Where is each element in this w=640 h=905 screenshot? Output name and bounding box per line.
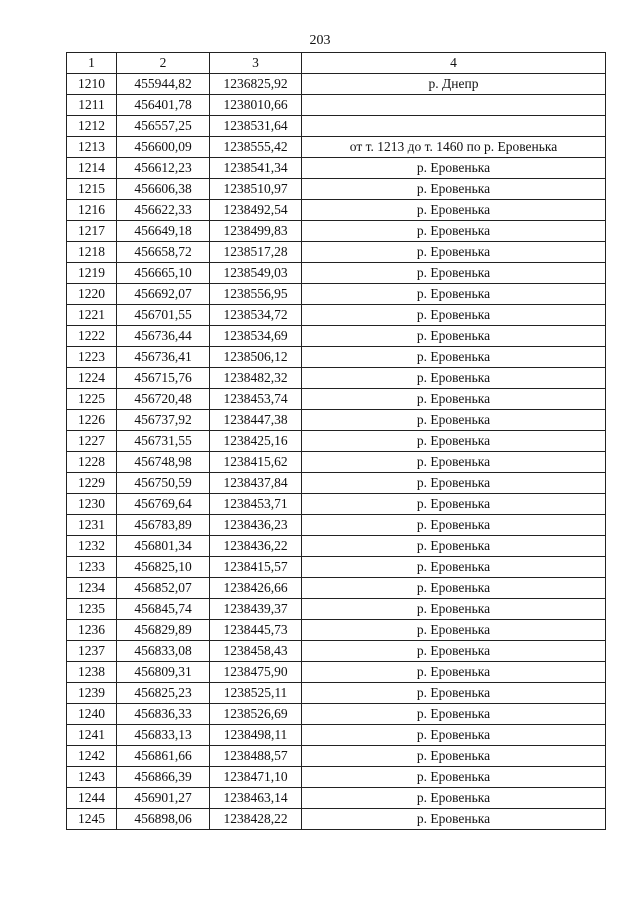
cell-point-number: 1216 [67, 200, 117, 221]
cell-description [302, 116, 606, 137]
cell-description: р. Еровенька [302, 641, 606, 662]
table-header-row [67, 53, 606, 74]
cell-description: р. Еровенька [302, 599, 606, 620]
table-row [67, 305, 606, 326]
header-col-3: 3 [210, 53, 302, 74]
cell-description: р. Еровенька [302, 662, 606, 683]
cell-y-coordinate: 1238436,23 [210, 515, 302, 536]
table-row [67, 473, 606, 494]
cell-point-number: 1227 [67, 431, 117, 452]
cell-x-coordinate: 456833,08 [117, 641, 210, 662]
cell-x-coordinate: 456845,74 [117, 599, 210, 620]
cell-description: р. Еровенька [302, 284, 606, 305]
table-row [67, 704, 606, 725]
cell-description: р. Еровенька [302, 809, 606, 830]
cell-x-coordinate: 456622,33 [117, 200, 210, 221]
cell-point-number: 1223 [67, 347, 117, 368]
cell-point-number: 1211 [67, 95, 117, 116]
table-row [67, 116, 606, 137]
cell-x-coordinate: 456748,98 [117, 452, 210, 473]
table-row [67, 179, 606, 200]
cell-x-coordinate: 456736,44 [117, 326, 210, 347]
cell-x-coordinate: 456736,41 [117, 347, 210, 368]
cell-point-number: 1241 [67, 725, 117, 746]
cell-description: р. Еровенька [302, 347, 606, 368]
table-row [67, 284, 606, 305]
cell-point-number: 1237 [67, 641, 117, 662]
cell-description: р. Еровенька [302, 410, 606, 431]
cell-x-coordinate: 456701,55 [117, 305, 210, 326]
cell-point-number: 1225 [67, 389, 117, 410]
cell-description: р. Еровенька [302, 515, 606, 536]
cell-x-coordinate: 456769,64 [117, 494, 210, 515]
cell-y-coordinate: 1238555,42 [210, 137, 302, 158]
cell-description: р. Еровенька [302, 767, 606, 788]
cell-y-coordinate: 1238506,12 [210, 347, 302, 368]
cell-description: р. Еровенька [302, 452, 606, 473]
cell-point-number: 1214 [67, 158, 117, 179]
cell-point-number: 1236 [67, 620, 117, 641]
table-row [67, 662, 606, 683]
cell-point-number: 1222 [67, 326, 117, 347]
cell-y-coordinate: 1238458,43 [210, 641, 302, 662]
cell-y-coordinate: 1238415,57 [210, 557, 302, 578]
cell-description: р. Еровенька [302, 704, 606, 725]
cell-point-number: 1228 [67, 452, 117, 473]
cell-description: р. Еровенька [302, 179, 606, 200]
cell-x-coordinate: 455944,82 [117, 74, 210, 95]
cell-x-coordinate: 456692,07 [117, 284, 210, 305]
cell-y-coordinate: 1238439,37 [210, 599, 302, 620]
cell-x-coordinate: 456612,23 [117, 158, 210, 179]
cell-y-coordinate: 1238525,11 [210, 683, 302, 704]
cell-point-number: 1244 [67, 788, 117, 809]
cell-description: р. Еровенька [302, 620, 606, 641]
cell-x-coordinate: 456825,10 [117, 557, 210, 578]
cell-point-number: 1219 [67, 263, 117, 284]
table-row [67, 599, 606, 620]
table-row [67, 95, 606, 116]
page-number: 203 [309, 33, 331, 48]
cell-x-coordinate: 456801,34 [117, 536, 210, 557]
cell-x-coordinate: 456898,06 [117, 809, 210, 830]
cell-y-coordinate: 1238428,22 [210, 809, 302, 830]
cell-description: р. Еровенька [302, 242, 606, 263]
cell-y-coordinate: 1238492,54 [210, 200, 302, 221]
header-col-4: 4 [302, 53, 606, 74]
cell-x-coordinate: 456557,25 [117, 116, 210, 137]
cell-point-number: 1229 [67, 473, 117, 494]
table-row [67, 515, 606, 536]
table-row [67, 536, 606, 557]
table-row [67, 431, 606, 452]
table-row [67, 74, 606, 95]
cell-y-coordinate: 1238526,69 [210, 704, 302, 725]
cell-y-coordinate: 1238010,66 [210, 95, 302, 116]
cell-description: р. Еровенька [302, 473, 606, 494]
cell-point-number: 1230 [67, 494, 117, 515]
cell-description: р. Еровенька [302, 536, 606, 557]
cell-y-coordinate: 1238425,16 [210, 431, 302, 452]
table-row [67, 767, 606, 788]
cell-description: р. Еровенька [302, 494, 606, 515]
cell-y-coordinate: 1238436,22 [210, 536, 302, 557]
cell-description: р. Еровенька [302, 557, 606, 578]
cell-description: от т. 1213 до т. 1460 по р. Еровенька [302, 137, 606, 158]
cell-y-coordinate: 1238447,38 [210, 410, 302, 431]
cell-y-coordinate: 1238556,95 [210, 284, 302, 305]
cell-y-coordinate: 1238453,74 [210, 389, 302, 410]
cell-point-number: 1231 [67, 515, 117, 536]
cell-x-coordinate: 456750,59 [117, 473, 210, 494]
cell-point-number: 1240 [67, 704, 117, 725]
table-row [67, 200, 606, 221]
cell-point-number: 1238 [67, 662, 117, 683]
cell-description: р. Еровенька [302, 431, 606, 452]
cell-point-number: 1243 [67, 767, 117, 788]
table-row [67, 368, 606, 389]
table-row [67, 137, 606, 158]
cell-y-coordinate: 1238549,03 [210, 263, 302, 284]
table-row [67, 221, 606, 242]
cell-y-coordinate: 1238471,10 [210, 767, 302, 788]
cell-x-coordinate: 456866,39 [117, 767, 210, 788]
cell-point-number: 1221 [67, 305, 117, 326]
cell-x-coordinate: 456665,10 [117, 263, 210, 284]
cell-description: р. Еровенька [302, 368, 606, 389]
cell-description: р. Еровенька [302, 578, 606, 599]
cell-y-coordinate: 1238499,83 [210, 221, 302, 242]
cell-x-coordinate: 456658,72 [117, 242, 210, 263]
cell-x-coordinate: 456783,89 [117, 515, 210, 536]
cell-x-coordinate: 456606,38 [117, 179, 210, 200]
cell-description: р. Еровенька [302, 158, 606, 179]
cell-y-coordinate: 1238437,84 [210, 473, 302, 494]
cell-x-coordinate: 456901,27 [117, 788, 210, 809]
cell-point-number: 1210 [67, 74, 117, 95]
cell-y-coordinate: 1238488,57 [210, 746, 302, 767]
cell-x-coordinate: 456720,48 [117, 389, 210, 410]
coordinates-table [66, 52, 606, 830]
table-row [67, 242, 606, 263]
cell-y-coordinate: 1238415,62 [210, 452, 302, 473]
cell-point-number: 1217 [67, 221, 117, 242]
cell-point-number: 1213 [67, 137, 117, 158]
table-row [67, 389, 606, 410]
cell-description [302, 95, 606, 116]
cell-x-coordinate: 456852,07 [117, 578, 210, 599]
table-row [67, 452, 606, 473]
cell-y-coordinate: 1238517,28 [210, 242, 302, 263]
cell-point-number: 1245 [67, 809, 117, 830]
table-row [67, 683, 606, 704]
cell-y-coordinate: 1238475,90 [210, 662, 302, 683]
cell-x-coordinate: 456836,33 [117, 704, 210, 725]
cell-description: р. Еровенька [302, 683, 606, 704]
cell-point-number: 1220 [67, 284, 117, 305]
cell-y-coordinate: 1236825,92 [210, 74, 302, 95]
table-row [67, 158, 606, 179]
cell-y-coordinate: 1238498,11 [210, 725, 302, 746]
cell-point-number: 1233 [67, 557, 117, 578]
table-row [67, 620, 606, 641]
cell-description: р. Еровенька [302, 389, 606, 410]
cell-description: р. Еровенька [302, 305, 606, 326]
table-row [67, 809, 606, 830]
table-row [67, 494, 606, 515]
cell-y-coordinate: 1238531,64 [210, 116, 302, 137]
cell-y-coordinate: 1238534,69 [210, 326, 302, 347]
cell-y-coordinate: 1238453,71 [210, 494, 302, 515]
cell-description: р. Еровенька [302, 326, 606, 347]
cell-point-number: 1224 [67, 368, 117, 389]
header-col-2: 2 [117, 53, 210, 74]
cell-y-coordinate: 1238541,34 [210, 158, 302, 179]
cell-point-number: 1215 [67, 179, 117, 200]
cell-y-coordinate: 1238426,66 [210, 578, 302, 599]
table-row [67, 557, 606, 578]
cell-description: р. Еровенька [302, 788, 606, 809]
cell-x-coordinate: 456401,78 [117, 95, 210, 116]
table-row [67, 326, 606, 347]
cell-point-number: 1212 [67, 116, 117, 137]
cell-x-coordinate: 456737,92 [117, 410, 210, 431]
cell-x-coordinate: 456715,76 [117, 368, 210, 389]
cell-y-coordinate: 1238510,97 [210, 179, 302, 200]
cell-description: р. Еровенька [302, 746, 606, 767]
table-row [67, 410, 606, 431]
cell-x-coordinate: 456809,31 [117, 662, 210, 683]
table-row [67, 578, 606, 599]
cell-description: р. Еровенька [302, 263, 606, 284]
cell-description: р. Днепр [302, 74, 606, 95]
cell-description: р. Еровенька [302, 221, 606, 242]
cell-x-coordinate: 456825,23 [117, 683, 210, 704]
cell-description: р. Еровенька [302, 725, 606, 746]
table-row [67, 641, 606, 662]
table-row [67, 347, 606, 368]
cell-description: р. Еровенька [302, 200, 606, 221]
cell-x-coordinate: 456833,13 [117, 725, 210, 746]
table-row [67, 263, 606, 284]
cell-point-number: 1218 [67, 242, 117, 263]
cell-x-coordinate: 456731,55 [117, 431, 210, 452]
cell-x-coordinate: 456829,89 [117, 620, 210, 641]
table-row [67, 788, 606, 809]
cell-point-number: 1239 [67, 683, 117, 704]
cell-y-coordinate: 1238463,14 [210, 788, 302, 809]
cell-x-coordinate: 456649,18 [117, 221, 210, 242]
cell-y-coordinate: 1238445,73 [210, 620, 302, 641]
cell-point-number: 1234 [67, 578, 117, 599]
header-col-1: 1 [67, 53, 117, 74]
cell-y-coordinate: 1238534,72 [210, 305, 302, 326]
table-row [67, 746, 606, 767]
cell-point-number: 1242 [67, 746, 117, 767]
cell-x-coordinate: 456600,09 [117, 137, 210, 158]
cell-point-number: 1226 [67, 410, 117, 431]
cell-y-coordinate: 1238482,32 [210, 368, 302, 389]
cell-point-number: 1232 [67, 536, 117, 557]
cell-x-coordinate: 456861,66 [117, 746, 210, 767]
cell-point-number: 1235 [67, 599, 117, 620]
table-row [67, 725, 606, 746]
